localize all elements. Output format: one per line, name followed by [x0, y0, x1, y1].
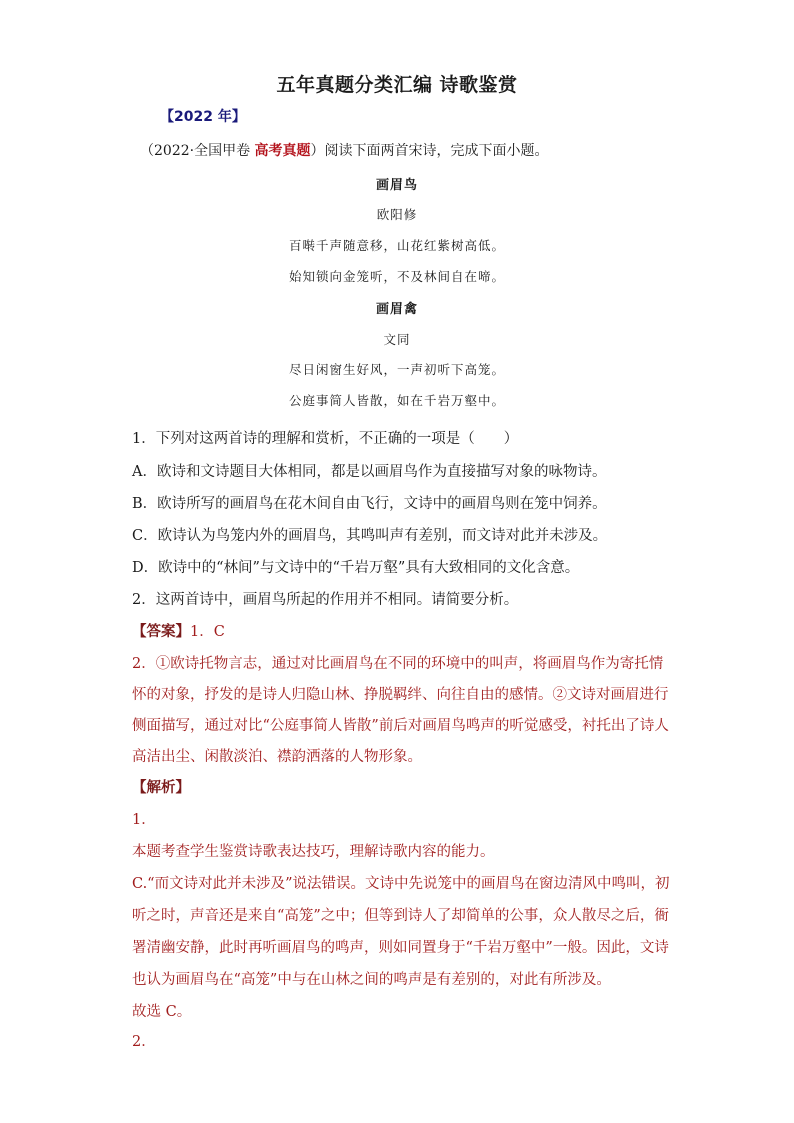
source-suffix: ）阅读下面两首宋诗，完成下面小题。	[310, 143, 549, 159]
question-2: 2．这两首诗中，画眉鸟所起的作用并不相同。请简要分析。	[132, 592, 519, 608]
poem1-title: 画眉鸟	[375, 178, 418, 193]
analysis-number-2: 2．	[132, 1034, 156, 1050]
source-highlight: 高考真题	[254, 143, 311, 159]
answer-1: 1．C	[190, 624, 225, 640]
option-c: C．欧诗认为鸟笼内外的画眉鸟，其鸣叫声有差别，而文诗对此并未涉及。	[132, 528, 608, 544]
analysis-tag: 【解析】	[132, 780, 190, 796]
option-a: A．欧诗和文诗题目大体相同，都是以画眉鸟作为直接描写对象的咏物诗。	[132, 464, 607, 480]
poem2-line1: 尽日闲窗生好风，一声初听下高笼。	[288, 362, 505, 377]
analysis-line1: 本题考查学生鉴赏诗歌表达技巧，理解诗歌内容的能力。	[132, 844, 495, 860]
analysis-line6: 故选 C。	[132, 1004, 192, 1020]
poem1-line2: 始知锁向金笼听，不及林间自在啼。	[288, 269, 505, 284]
answer-row	[132, 620, 225, 641]
answer-tag: 【答案】	[132, 624, 190, 640]
analysis-line5: 也认为画眉鸟在“高笼”中与在山林之间的鸣声是有差别的，对此有所涉及。	[132, 972, 611, 988]
poem2-author: 文同	[383, 332, 411, 347]
option-b: B．欧诗所写的画眉鸟在花木间自由飞行，文诗中的画眉鸟则在笼中饲养。	[132, 496, 607, 512]
source-prefix: （2022·全国甲卷	[140, 143, 255, 159]
poem2-line2: 公庭事简人皆散，如在千岩万壑中。	[288, 393, 505, 408]
analysis-line3: 听之时，声音还是来自“高笼”之中；但等到诗人了却简单的公事，众人散尽之后，衙	[132, 908, 669, 924]
analysis-number-1: 1．	[132, 812, 156, 828]
option-d: D．欧诗中的“林间”与文诗中的“千岩万壑”具有大致相同的文化含意。	[132, 560, 580, 576]
answer-2-line4: 高洁出尘、闲散淡泊、襟韵洒落的人物形象。	[132, 749, 422, 765]
year-tag: 【2022 年】	[160, 109, 246, 125]
answer-2-line1: 2．①欧诗托物言志，通过对比画眉鸟在不同的环境中的叫声，将画眉鸟作为寄托情	[132, 656, 664, 672]
answer-2-line3: 侧面描写，通过对比“公庭事简人皆散”前后对画眉鸟鸣声的听觉感受，衬托出了诗人	[132, 718, 669, 734]
page-title: 五年真题分类汇编 诗歌鉴赏	[276, 74, 518, 96]
question-1: 1．下列对这两首诗的理解和赏析，不正确的一项是（ ）	[132, 431, 519, 447]
analysis-line2: C.“而文诗对此并未涉及”说法错误。文诗中先说笼中的画眉鸟在窗边清风中鸣叫，初	[132, 876, 670, 892]
analysis-line4: 署清幽安静，此时再听画眉鸟的鸣声，则如同置身于“千岩万壑中”一般。因此，文诗	[132, 940, 669, 956]
source-line	[140, 140, 549, 160]
poem2-title: 画眉禽	[375, 302, 418, 317]
answer-2-line2: 怀的对象，抒发的是诗人归隐山林、挣脱羁绊、向往自由的感情。②文诗对画眉进行	[132, 687, 669, 703]
poem1-line1: 百啭千声随意移，山花红紫树高低。	[288, 238, 505, 253]
poem1-author: 欧阳修	[376, 207, 418, 222]
